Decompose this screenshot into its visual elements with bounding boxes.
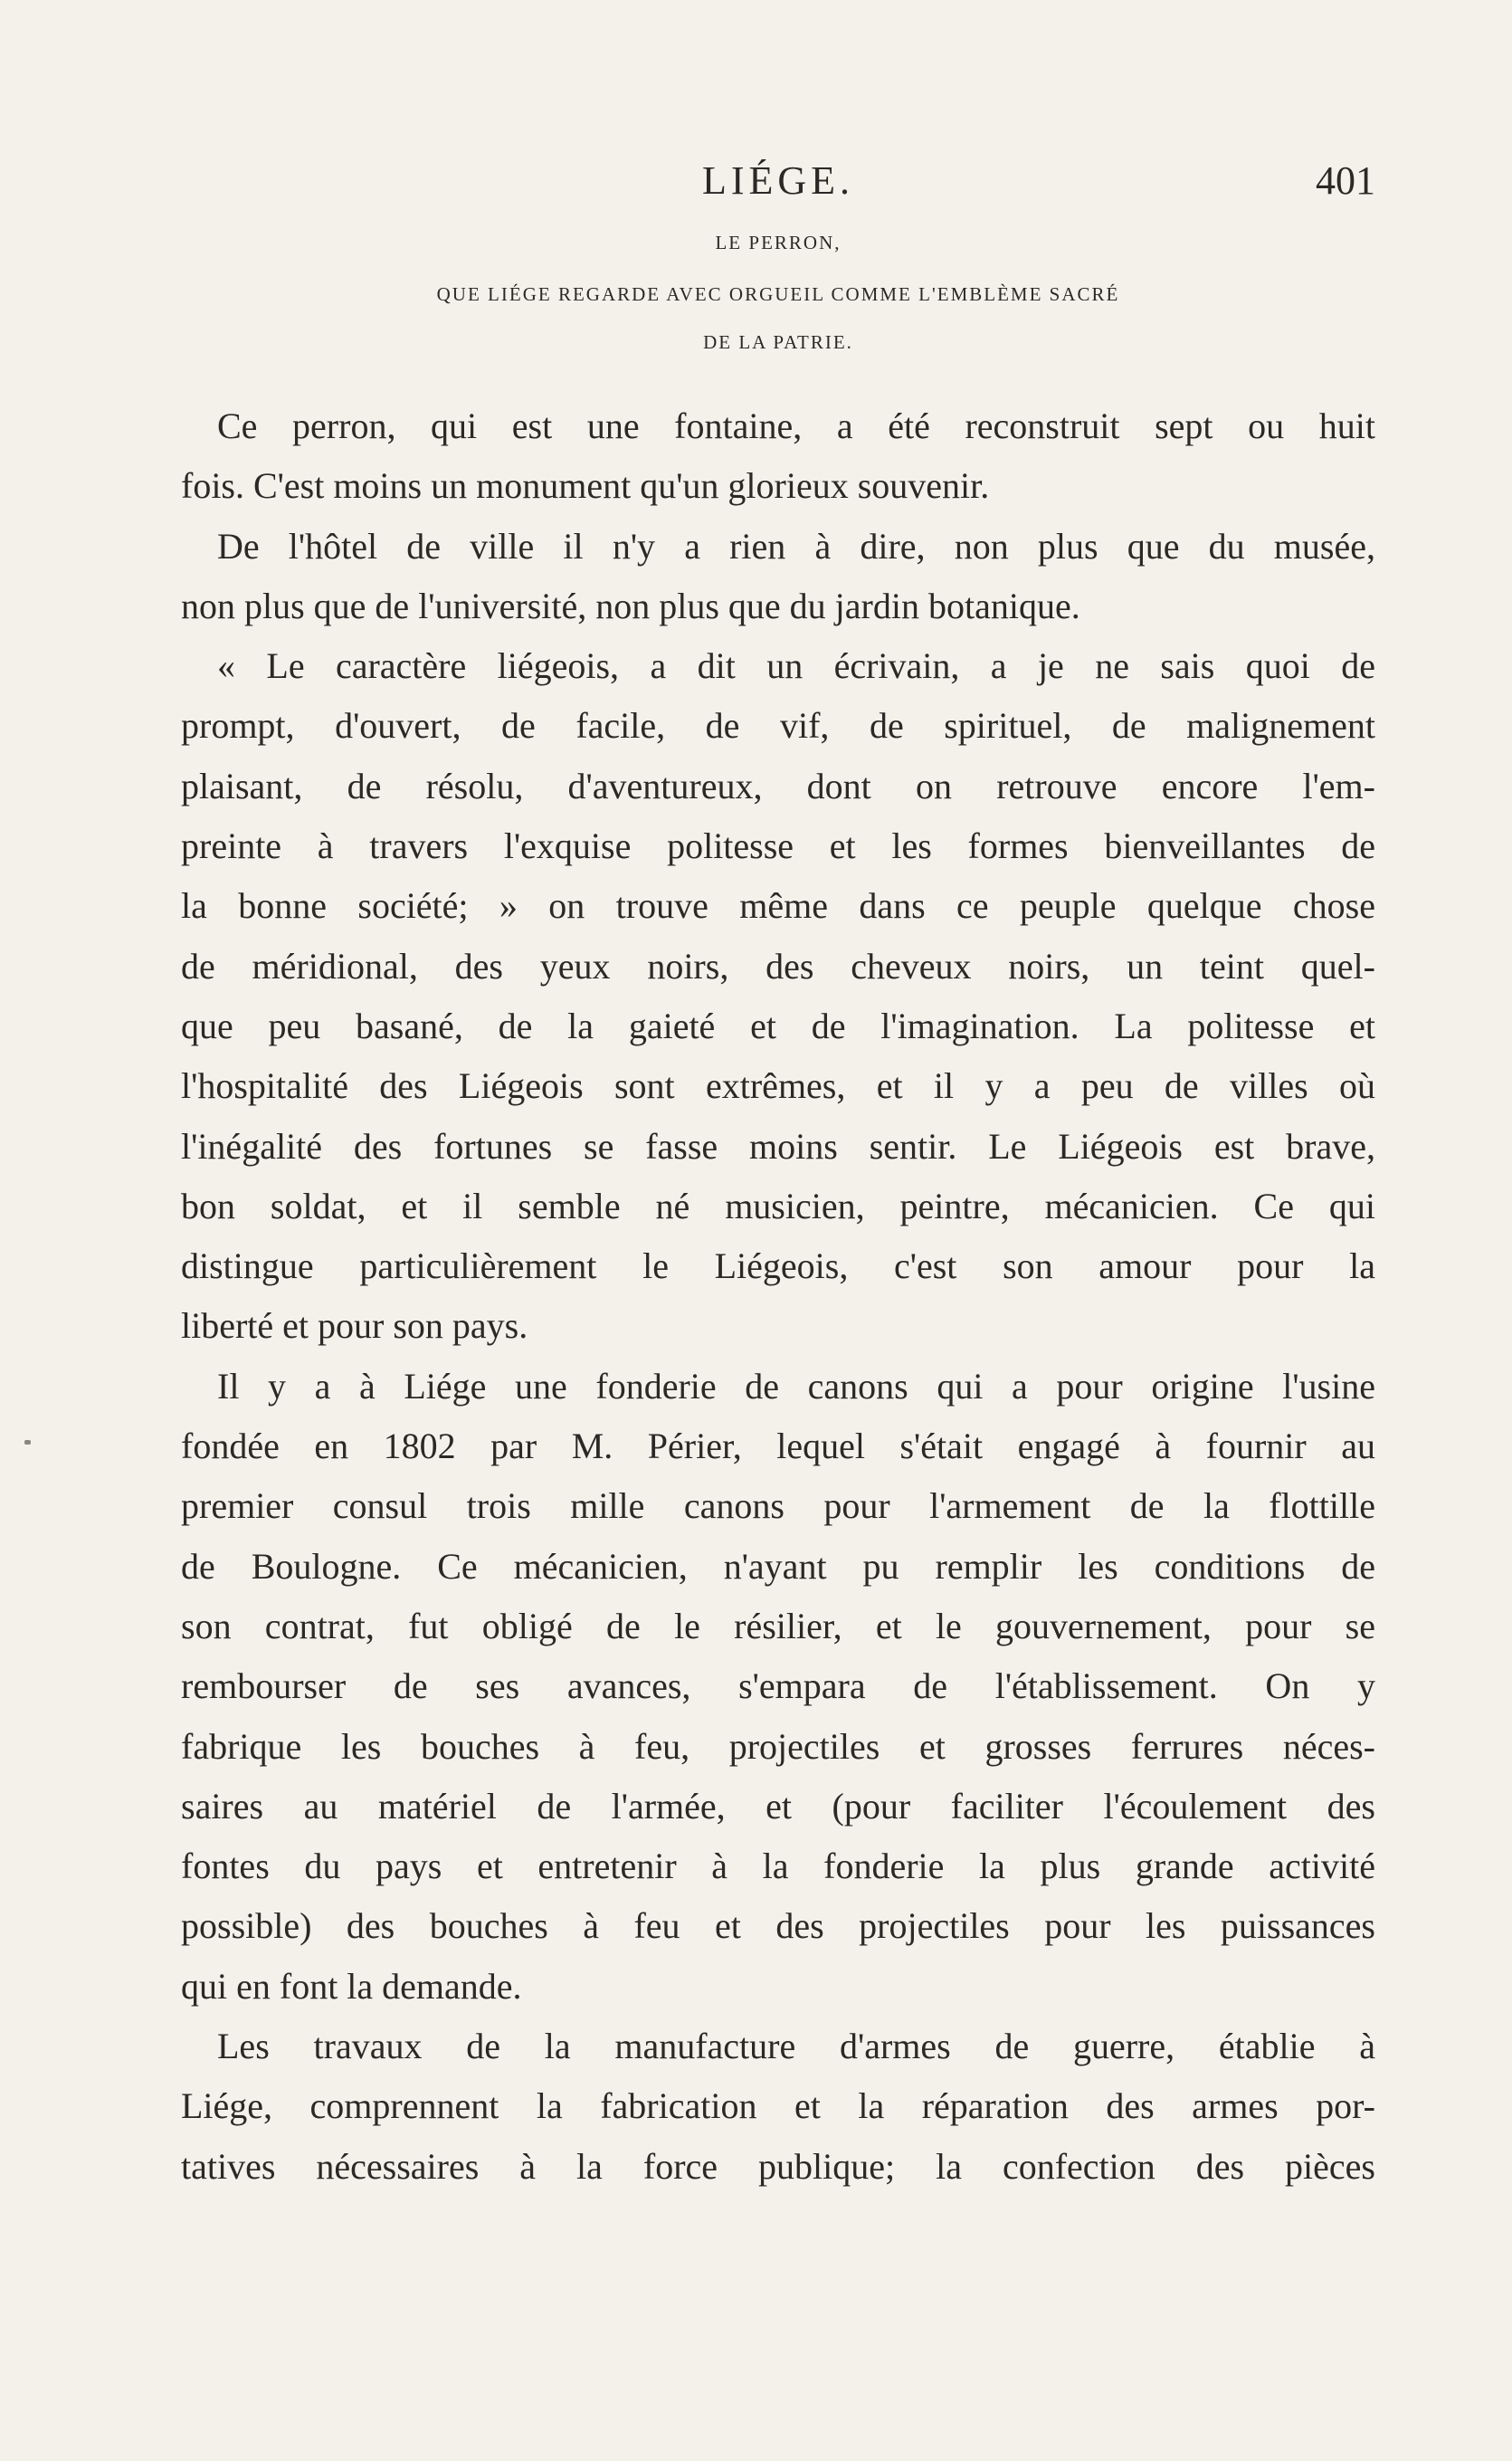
text-line: tatives nécessaires à la force publique; la confection des pièces: [181, 2145, 1375, 2187]
text-line: l'hospitalité des Liégeois sont extrêmes, et il y a peu de villes où: [181, 1065, 1375, 1107]
text-line: liberté et pour son pays.: [181, 1305, 528, 1347]
text-line: de Boulogne. Ce mécanicien, n'ayant pu remplir les conditions de: [181, 1545, 1375, 1587]
text-line: l'inégalité des fortunes se fasse moins sentir. Le Liégeois est brave,: [181, 1125, 1375, 1167]
caption-line-3: DE LA PATRIE.: [703, 331, 853, 353]
text-line: De l'hôtel de ville il n'y a rien à dire, non plus que du musée,: [217, 525, 1375, 567]
text-line: « Le caractère liégeois, a dit un écrivain, a je ne sais quoi de: [217, 645, 1375, 687]
ink-speck: [24, 1440, 31, 1445]
body-text: [181, 396, 1375, 2197]
text-line: distingue particulièrement le Liégeois, c'est son amour pour la: [181, 1245, 1375, 1287]
text-line: fondée en 1802 par M. Périer, lequel s'était engagé à fournir au: [181, 1426, 1375, 1467]
text-line: Ce perron, qui est une fontaine, a été reconstruit sept ou huit: [217, 405, 1375, 446]
text-line: Liége, comprennent la fabrication et la réparation des armes por-: [181, 2085, 1375, 2127]
running-title: LIÉGE.: [701, 158, 855, 203]
running-head: [181, 154, 1375, 208]
text-line: preinte à travers l'exquise politesse et les formes bienveillantes de: [181, 825, 1375, 867]
caption-line-2: QUE LIÉGE REGARDE AVEC ORGUEIL COMME L'EMBLÈME SACRÉ: [436, 283, 1120, 305]
text-line: non plus que de l'université, non plus que du jardin botanique.: [181, 585, 1080, 626]
text-line: bon soldat, et il semble né musicien, peintre, mécanicien. Ce qui: [181, 1185, 1375, 1226]
text-line: son contrat, fut obligé de le résilier, et le gouvernement, pour se: [181, 1605, 1375, 1646]
text-line: saires au matériel de l'armée, et (pour faciliter l'écoulement des: [181, 1785, 1375, 1827]
page-number: 401: [1316, 158, 1375, 203]
caption-line-1: LE PERRON,: [715, 232, 842, 253]
text-line: fois. C'est moins un monument qu'un glorieux souvenir.: [181, 465, 990, 507]
text-line: fontes du pays et entretenir à la fonderie la plus grande activité: [181, 1846, 1375, 1887]
text-line: premier consul trois mille canons pour l'armement de la flottille: [181, 1485, 1375, 1527]
text-line: de méridional, des yeux noirs, des cheveux noirs, un teint quel-: [181, 945, 1375, 987]
text-line: qui en font la demande.: [181, 1965, 522, 2007]
text-line: que peu basané, de la gaieté et de l'imagination. La politesse et: [181, 1005, 1375, 1046]
text-line: rembourser de ses avances, s'empara de l'établissement. On y: [181, 1665, 1375, 1707]
text-line: la bonne société; » on trouve même dans ce peuple quelque chose: [181, 885, 1375, 927]
text-line: plaisant, de résolu, d'aventureux, dont on retrouve encore l'em-: [181, 765, 1375, 806]
text-line: prompt, d'ouvert, de facile, de vif, de spirituel, de malignement: [181, 705, 1375, 747]
text-line: Les travaux de la manufacture d'armes de guerre, établie à: [217, 2026, 1375, 2067]
text-line: possible) des bouches à feu et des projectiles pour les puissances: [181, 1905, 1375, 1947]
text-line: fabrique les bouches à feu, projectiles et grosses ferrures néces-: [181, 1725, 1375, 1767]
text-line: Il y a à Liége une fonderie de canons qui a pour origine l'usine: [217, 1365, 1375, 1407]
